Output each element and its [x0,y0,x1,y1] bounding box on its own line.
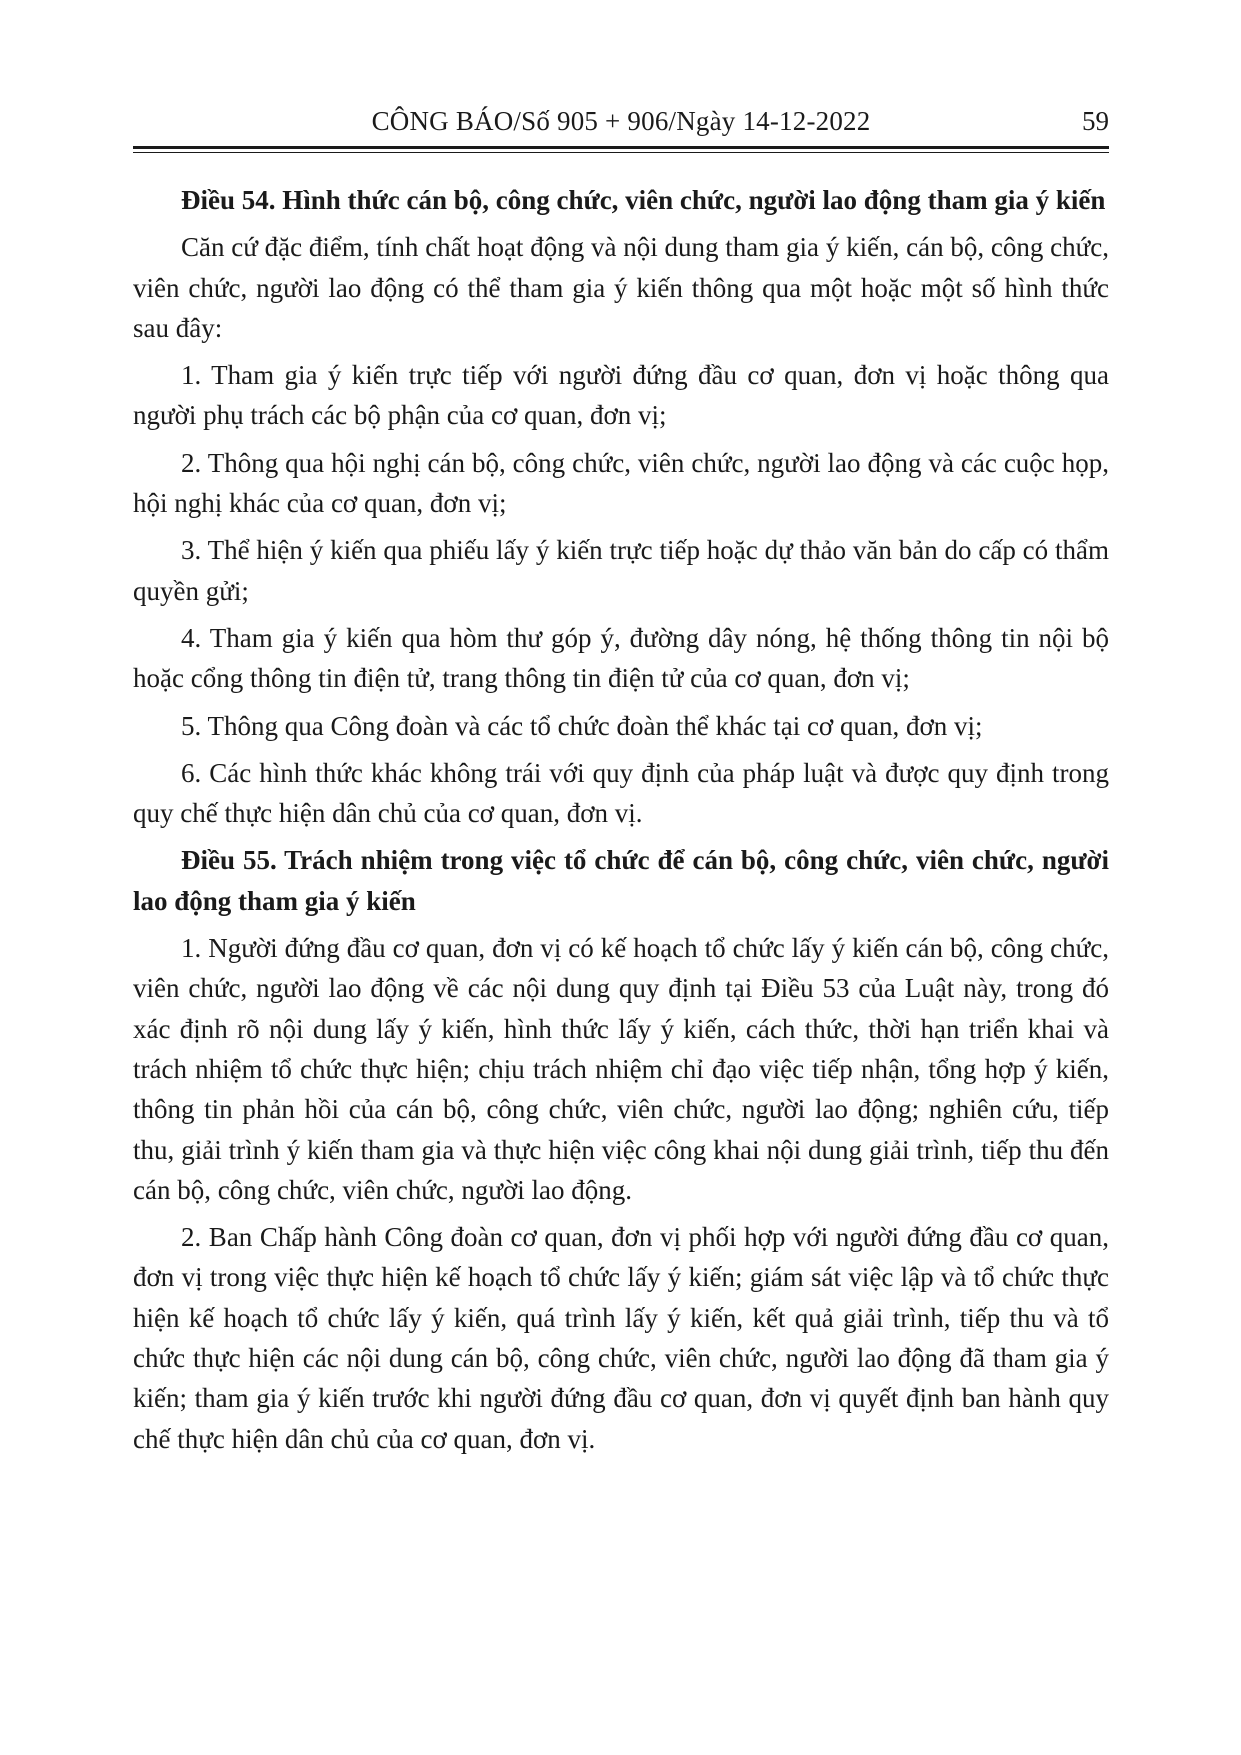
article-54-intro: Căn cứ đặc điểm, tính chất hoạt động và nội dung tham gia ý kiến, cán bộ, công chức, viên chức, người lao động có thể tham gia ý kiến thông qua một hoặc một số hình thức sau đây: [133,232,1109,343]
page-number: 59 [1082,106,1109,136]
article-55-heading: Điều 55. Trách nhiệm trong việc tổ chức để cán bộ, công chức, viên chức, người lao động tham gia ý kiến [133,845,1109,916]
header-rule-thin [133,152,1109,153]
article-54-item-6: 6. Các hình thức khác không trái với quy định của pháp luật và được quy định trong quy chế thực hiện dân chủ của cơ quan, đơn vị. [133,757,1109,829]
article-54-item-4: 4. Tham gia ý kiến qua hòm thư góp ý, đường dây nóng, hệ thống thông tin nội bộ hoặc cổng thông tin điện tử, trang thông tin điện tử của cơ quan, đơn vị; [133,622,1109,694]
article-55-item-2: 2. Ban Chấp hành Công đoàn cơ quan, đơn vị phối hợp với người đứng đầu cơ quan, đơn vị trong việc thực hiện kế hoạch tổ chức lấy ý kiến; giám sát việc lập và tổ chức thực hiện kế hoạch tổ chức lấy ý kiến, quá trình lấy ý kiến, kết quả giải trình, tiếp thu và tổ chức thực hiện các nội dung cán bộ, công chức, viên chức, người lao động đã tham gia ý kiến; tham gia ý kiến trước khi người đứng đầu cơ quan, đơn vị quyết định ban hành quy chế thực hiện dân chủ của cơ quan, đơn vị. [133,1222,1109,1454]
article-54-item-3: 3. Thể hiện ý kiến qua phiếu lấy ý kiến trực tiếp hoặc dự thảo văn bản do cấp có thẩm quyền gửi; [133,535,1109,606]
header-rule-thick [133,146,1109,149]
article-54-item-5: 5. Thông qua Công đoàn và các tổ chức đoàn thể khác tại cơ quan, đơn vị; [181,710,983,741]
page-header [133,104,1109,144]
gazette-header-title: CÔNG BÁO/Số 905 + 906/Ngày 14-12-2022 [371,106,871,136]
article-54-heading: Điều 54. Hình thức cán bộ, công chức, viên chức, người lao động tham gia ý kiến [181,185,1106,215]
document-body [133,180,1109,1466]
article-54-item-2: 2. Thông qua hội nghị cán bộ, công chức, viên chức, người lao động và các cuộc họp, hội nghị khác của cơ quan, đơn vị; [133,447,1109,519]
article-54-item-1: 1. Tham gia ý kiến trực tiếp với người đứng đầu cơ quan, đơn vị hoặc thông qua người phụ trách các bộ phận của cơ quan, đơn vị; [133,360,1109,431]
article-55-item-1: 1. Người đứng đầu cơ quan, đơn vị có kế hoạch tổ chức lấy ý kiến cán bộ, công chức, viên chức, người lao động về các nội dung quy định tại Điều 53 của Luật này, trong đó xác định rõ nội dung lấy ý kiến, hình thức lấy ý kiến, cách thức, thời hạn triển khai và trách nhiệm tổ chức thực hiện; chịu trách nhiệm chỉ đạo việc tiếp nhận, tổng hợp ý kiến, thông tin phản hồi của cán bộ, công chức, viên chức, người lao động; nghiên cứu, tiếp thu, giải trình ý kiến tham gia và thực hiện việc công khai nội dung giải trình, tiếp thu đến cán bộ, công chức, viên chức, người lao động. [133,933,1109,1205]
